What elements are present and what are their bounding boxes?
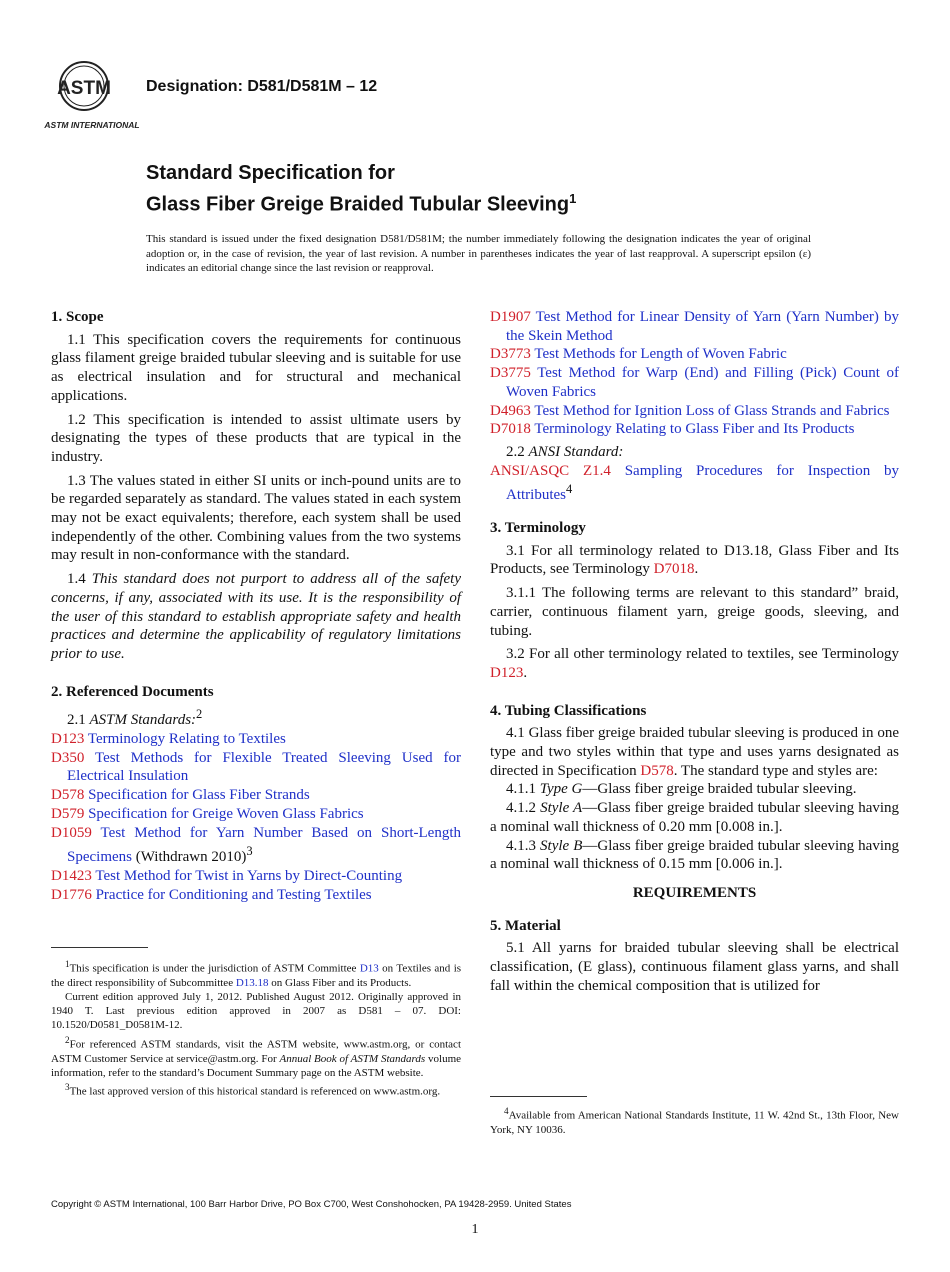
paragraph: 4.1.1 Type G—Glass fiber greige braided tubular sleeving. [506,781,857,798]
page-number: 1 [471,1222,479,1237]
section-heading-tubing-classifications: 4. Tubing Classifications [490,702,647,719]
section-heading-scope: 1. Scope [51,309,104,325]
issuance-note: This standard is issued under the fixed designation D581/D581M; the number immediately following the designation indicates the year of original adoption or, in the case of revision, the year of last revision. A number in parentheses indicates the year of last reapproval. A superscript epsilon (ε) indicates an editorial change since the last revision or reapproval. [146,233,811,274]
footnote-divider [51,947,148,948]
logo-text: ASTM INTERNATIONAL [44,120,140,130]
reference-item[interactable]: D1423 Test Method for Twist in Yarns by Direct-Counting [51,867,403,884]
footnote: $^3$The last approved version of this historical standard is referenced on www.astm.org. [65,1081,441,1098]
footnote: $^1$This specification is under the jurisdiction of ASTM Committee D13 on Textiles and is the direct responsibility of Subcommittee D13.18 on Glass Fiber and its Products. [51,959,462,989]
reference-link[interactable]: D13.18 [235,976,269,989]
right-column [490,308,899,1001]
paragraph: 1.1 This specification covers the requirements for continuous glass filament greige braided tubular sleeving and is suitable for use as electrical insulation and for structural and mechanical applications. [51,331,461,404]
footnote: $^4$Available from American National Standards Institute, 11 W. 42nd St., 13th Floor, New York, NY 10036. [490,1106,899,1136]
reference-item[interactable]: D7018 Terminology Relating to Glass Fiber and Its Products [490,421,855,438]
footnotes-left [51,957,461,1099]
reference-item[interactable]: D350 Test Methods for Flexible Treated Sleeving Used for Electrical Insulation [51,749,461,785]
footnote: Current edition approved July 1, 2012. Published August 2012. Originally approved in 1940 T. Last previous edition approved in 2007 as D581 – 07. DOI: 10.1520/D0581_D0581M-12. [51,991,461,1032]
left-column [51,308,461,904]
footnote: $^2$For referenced ASTM standards, visit the ASTM website, www.astm.org, or contact ASTM Customer Service at service@astm.org. For Annual Book of ASTM Standards volume information, refer to the standard’s Document Summary page on the ASTM website. [51,1034,462,1079]
paragraph: 3.1.1 The following terms are relevant to this standard” braid, carrier, continuous filament yarn, greige goods, sleeving, and tubing. [490,585,899,639]
reference-item[interactable]: D578 Specification for Glass Fiber Strands [51,787,310,804]
subheading: 2.1 ASTM Standards:$^2$ [67,707,203,729]
reference-item[interactable]: D1059 Test Method for Yarn Number Based on Short-Length Specimens (Withdrawn 2010)$^3$ [51,824,461,866]
requirements-heading: REQUIREMENTS [632,884,757,901]
section-heading-referenced-documents: 2. Referenced Documents [51,683,214,700]
subheading: 2.2 ANSI Standard: [506,443,624,460]
reference-item[interactable]: D3773 Test Methods for Length of Woven Fabric [490,346,787,363]
reference-item[interactable]: D123 Terminology Relating to Textiles [51,731,286,748]
paragraph: 3.2 For all other terminology related to textiles, see Terminology D123. [490,646,899,681]
footnotes-right [490,1104,899,1137]
reference-item[interactable]: D1776 Practice for Conditioning and Testing Textiles [51,886,372,903]
paragraph: 1.3 The values stated in either SI units or inch-pound units are to be regarded separately as standard. The values stated in each system may not be exact equivalents; therefore, each system shall be used independently of the other. Combining values from the two systems may result in non-conformance with the standard. [51,472,461,564]
paragraph: 3.1 For all terminology related to D13.18, Glass Fiber and Its Products, see Terminology D7018. [490,542,899,578]
footnote-divider [490,1096,587,1097]
paragraph: 1.4 This standard does not purport to address all of the safety concerns, if any, associated with its use. It is the responsibility of the user of this standard to establish appropriate safety and health practices and determine the applicability of regulatory limitations prior to use. [51,571,462,662]
reference-item[interactable]: D4963 Test Method for Ignition Loss of Glass Strands and Fabrics [490,402,890,419]
paragraph: 4.1 Glass fiber greige braided tubular sleeving is produced in one type and two styles within that type and uses yarns designated as directed in Specification D578. The standard type and styles are: [490,725,899,779]
copyright: Copyright © ASTM International, 100 Barr Harbor Drive, PO Box C700, West Conshohocken, PA 19428-2959. United States [51,1199,572,1210]
paragraph: 4.1.3 Style B—Glass fiber greige braided tubular sleeving having a nominal wall thickness of 0.15 mm [0.006 in.]. [490,837,900,873]
paragraph: 1.2 This specification is intended to assist ultimate users by designating the types of these products that are typical in the industry. [51,411,461,465]
reference-item[interactable]: ANSI/ASQC Z1.4 Sampling Procedures for Inspection by Attributes$^4$ [490,462,899,504]
paragraph: 5.1 All yarns for braided tubular sleeving shall be electrical classification, (E glass), continuous filament glass yarns, and shall fall within the chemical composition that is utilized for [490,940,899,994]
section-heading-material: 5. Material [490,917,561,934]
document-title: Standard Specification for Glass Fiber Greige Braided Tubular Sleeving$^1$ [146,162,577,216]
reference-link[interactable]: D13 [359,962,379,975]
reference-link[interactable]: D578 [640,762,674,779]
designation: Designation: D581/D581M – 12 [146,78,378,95]
astm-logo [44,56,140,132]
svg-text:ASTM: ASTM [57,78,111,99]
reference-link[interactable]: D123 [490,664,524,681]
reference-item[interactable]: D1907 Test Method for Linear Density of Yarn (Yarn Number) by the Skein Method [490,309,899,344]
paragraph: 4.1.2 Style A—Glass fiber greige braided tubular sleeving having a nominal wall thickness of 0.20 mm [0.008 in.]. [490,800,900,835]
section-heading-terminology: 3. Terminology [490,520,586,537]
reference-item[interactable]: D3775 Test Method for Warp (End) and Filling (Pick) Count of Woven Fabrics [490,365,900,400]
reference-item[interactable]: D579 Specification for Greige Woven Glass Fabrics [51,805,364,822]
reference-link[interactable]: D7018 [653,561,695,578]
